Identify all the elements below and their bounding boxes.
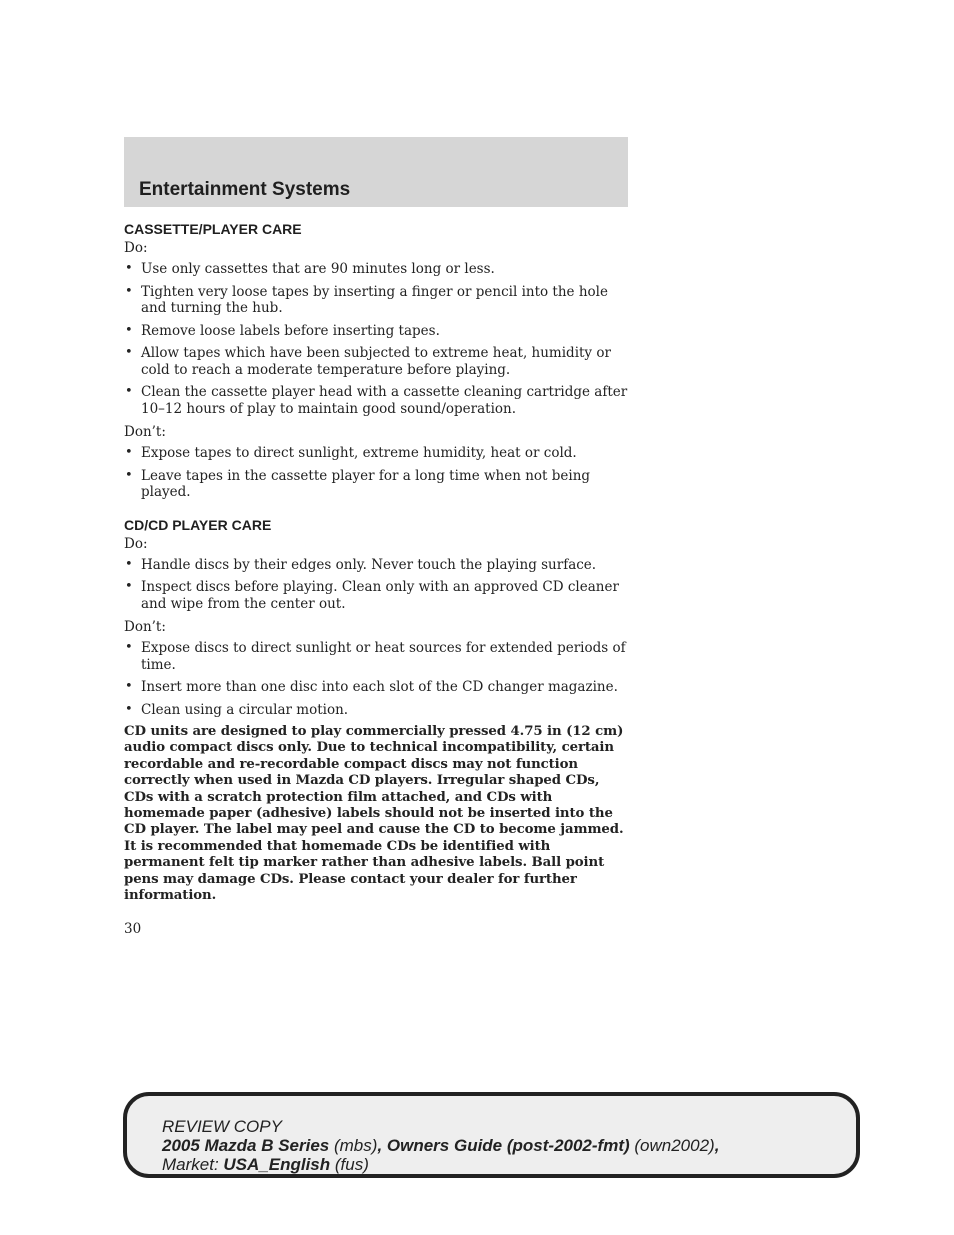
bullet-icon: • [125, 579, 133, 594]
bullet-icon: • [125, 445, 133, 460]
list-item-text: Clean using a circular motion. [141, 701, 349, 718]
dont-label: Don’t: [124, 424, 166, 440]
model-name: 2005 Mazda B Series [162, 1136, 330, 1155]
do-label: Do: [124, 240, 148, 256]
model-code: (mbs) [329, 1136, 378, 1155]
cassette-do-list [124, 261, 630, 417]
bullet-icon: • [125, 261, 133, 276]
list-item-text: Allow tapes which have been subjected to extreme heat, humidity or cold to reach a moderate temperature before playing. [141, 345, 611, 378]
list-item [124, 445, 630, 462]
section-gap [124, 507, 630, 515]
separator: , [377, 1136, 387, 1155]
list-item [124, 640, 630, 673]
review-copy-product-line [162, 1136, 842, 1155]
list-item [124, 384, 630, 417]
cd-do-list [124, 557, 630, 613]
list-item-text: Handle discs by their edges only. Never touch the playing surface. [141, 556, 597, 573]
list-item-text: Inspect discs before playing. Clean only with an approved CD cleaner and wipe from the center out. [141, 579, 619, 612]
bullet-icon: • [125, 345, 133, 360]
cd-compatibility-notice: CD units are designed to play commercially pressed 4.75 in (12 cm) audio compact discs only. Due to technical incompatibility, certain recordable and re-recordable compact discs may not function correctly when used in Mazda CD players. Irregular shaped CDs, CDs with a scratch protection film attached, and CDs with homemade paper (adhesive) labels should not be inserted into the CD player. The label may peel and cause the CD to become jammed. It is recommended that homemade CDs be identified with permanent felt tip marker rather than adhesive labels. Ball point pens may damage CDs. Please contact your dealer for further information. [124, 724, 624, 904]
list-item [124, 468, 630, 501]
market-name: USA_English [223, 1155, 331, 1174]
review-copy-market-line [162, 1155, 842, 1174]
page-number: 30 [124, 921, 142, 938]
list-item-text: Use only cassettes that are 90 minutes long or less. [141, 261, 495, 277]
review-copy-label: REVIEW COPY [162, 1117, 282, 1136]
cassette-dont-list [124, 445, 630, 501]
cd-dont-list [124, 640, 630, 718]
list-item-text: Insert more than one disc into each slot of the CD changer magazine. [141, 679, 618, 695]
list-item [124, 702, 630, 719]
market-code: (fus) [330, 1155, 369, 1174]
bullet-icon: • [125, 322, 133, 338]
list-item-text: Clean the cassette player head with a cassette cleaning cartridge after 10–12 hours of play to maintain good sound/operation. [141, 384, 628, 417]
market-label: Market: [162, 1155, 224, 1174]
list-item-text: Expose tapes to direct sunlight, extreme humidity, heat or cold. [141, 445, 577, 461]
guide-code: (own2002) [629, 1136, 715, 1155]
bullet-icon: • [125, 701, 133, 717]
guide-name: Owners Guide (post-2002-fmt) [386, 1136, 630, 1155]
bullet-icon: • [125, 640, 133, 655]
list-item-text: Remove loose labels before inserting tapes. [141, 322, 440, 339]
bullet-icon: • [125, 384, 133, 399]
review-copy-text [162, 1117, 842, 1174]
list-item [124, 557, 630, 574]
list-item [124, 261, 630, 278]
list-item-text: Expose discs to direct sunlight or heat sources for extended periods of time. [141, 640, 626, 673]
list-item [124, 345, 630, 378]
do-label: Do: [124, 535, 148, 552]
bullet-icon: • [125, 467, 133, 483]
bullet-icon: • [125, 556, 133, 572]
page-content [124, 219, 630, 938]
list-item-text: Tighten very loose tapes by inserting a finger or pencil into the hole and turning the hub. [141, 283, 608, 316]
page-title: Entertainment Systems [139, 179, 351, 200]
list-item [124, 679, 630, 696]
list-item [124, 284, 630, 317]
dont-label: Don’t: [124, 619, 166, 635]
section-heading-cassette: CASSETTE/PLAYER CARE [124, 221, 302, 237]
bullet-icon: • [125, 679, 133, 694]
separator: , [714, 1136, 720, 1155]
list-item [124, 579, 630, 612]
section-heading-cd: CD/CD PLAYER CARE [124, 516, 272, 533]
bullet-icon: • [125, 283, 133, 299]
list-item-text: Leave tapes in the cassette player for a long time when not being played. [141, 467, 591, 500]
list-item [124, 323, 630, 340]
